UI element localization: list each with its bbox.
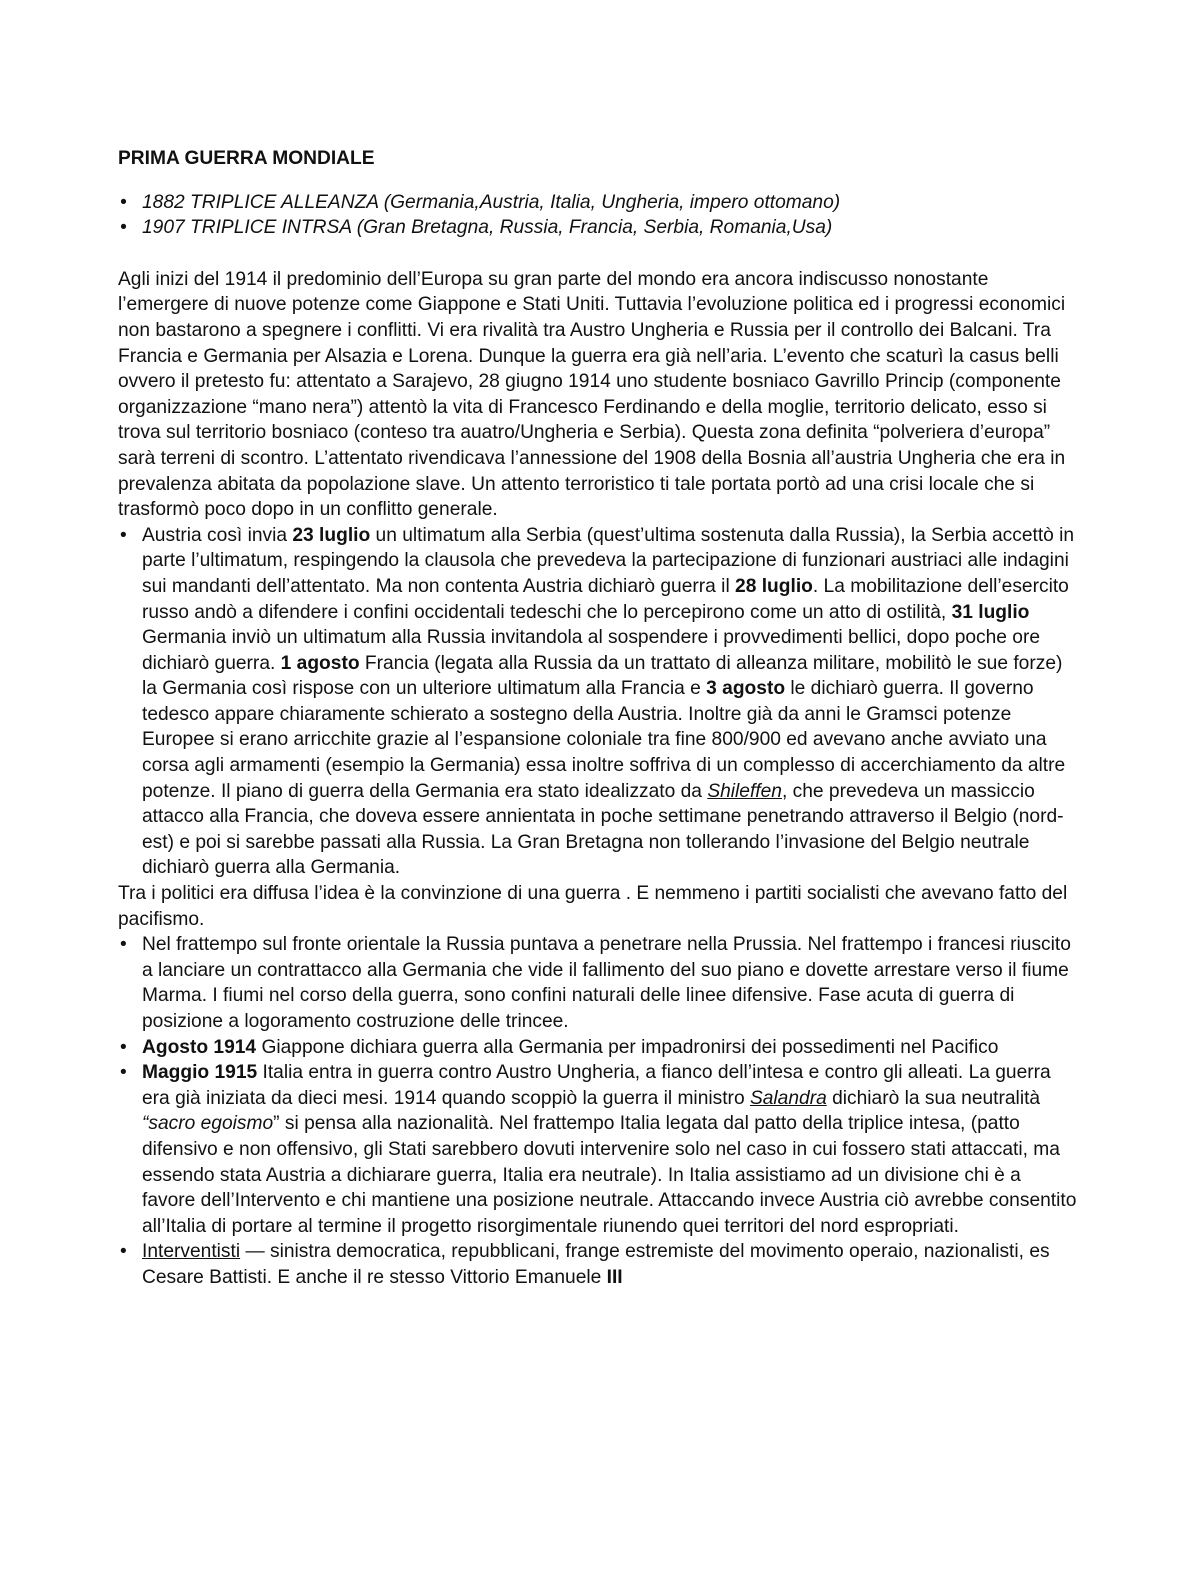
text-run: ” si pensa alla nazionalità. Nel frattempo Italia legata dal patto della triplice intesa, (patto difensivo e non offensivo, gli Stati sarebbero dovuti intervenire solo nel caso in cui fossero stati attaccati, ma essendo stata Austria a dichiarare guerra, Italia era neutrale). In Italia assistiamo ad un divisione chi è a favore dell’Intervento e chi mantiene una posizione neutrale. Attaccando invece Austria ciò avrebbe consentito all’Italia di portare al termine il progetto risorgimentale riunendo quei territori del nord espropriati.: [142, 1113, 1077, 1237]
date-bold: 3 agosto: [706, 678, 786, 700]
text-run: un ultimatum alla Serbia (quest’ultima sostenuta dalla Russia), la Serbia accettò in parte l’ultimatum, respingendo la clausola che prevedeva la partecipazione di funzionari austriaci alle indagini sui mandanti dell’attentato. Ma non contenta Austria dichiarò guerra il: [142, 524, 1075, 597]
events-list-2: [118, 932, 1078, 1290]
bullet-icon: •: [120, 934, 127, 956]
text-run: dichiarò la sua neutralità: [826, 1087, 1041, 1109]
name-salandra: Salandra: [749, 1087, 827, 1109]
bullet-icon: •: [120, 524, 127, 546]
alliance-1907: 1907 TRIPLICE INTRSA (Gran Bretagna, Russia, Francia, Serbia, Romania,Usa): [142, 217, 833, 239]
list-item-eastern-front: [118, 932, 1078, 1034]
list-item-italy: [118, 1060, 1078, 1239]
quote-italic: “sacro egoismo: [142, 1113, 274, 1135]
text-run: Italia entra in guerra contro Austro Ungheria, a fianco dell’intesa e contro gli alleati. La guerra era già iniziata da dieci mesi. 1914 quando scoppiò la guerra il ministro: [142, 1062, 1051, 1109]
text-run: . La mobilitazione dell’esercito russo andò a difendere i confini occidentali tedeschi che lo percepirono come un atto di ostilità,: [142, 575, 1069, 623]
text-run: Austria così invia: [142, 524, 293, 546]
date-bold: 28 luglio: [735, 575, 813, 597]
text-run: Nel frattempo sul fronte orientale la Russia puntava a penetrare nella Prussia. Nel frattempo i francesi riuscito a lanciare un contrattacco alla Germania che vide il fallimento del suo piano e dovette arrestare verso il fiume Marma. I fiumi nel corso della guerra, sono confini naturali delle linee difensive. Fase acuta di guerra di posizione a logoramento costruzione delle trincee.: [142, 934, 1071, 1032]
date-bold: 31 luglio: [951, 601, 1030, 623]
bullet-icon: •: [120, 1241, 127, 1263]
text-run: , che prevedeva un massiccio attacco alla Francia, che doveva essere annientata in poche settimane penetrando attraverso il Belgio (nord-est) e poi si sarebbe passati alla Russia. La Gran Bretagna non tollerando l’invasione del Belgio neutrale dichiarò guerra alla Germania.: [142, 780, 1064, 879]
text-run: le dichiarò guerra. Il governo tedesco appare chiaramente schierato a sostegno della Austria. Inoltre già da anni le Gramsci potenze Europee si erano arricchite grazie al l’espansione coloniale tra fine 800/900 ed avevano anche avviato una corsa agli armamenti (esempio la Germania) essa inoltre soffriva di un complesso di accerchiamento da altre potenze. Il piano di guerra della Germania era stato idealizzato da: [142, 678, 1066, 802]
name-shileffen: Shileffen: [707, 780, 782, 802]
events-list-1: [118, 523, 1078, 881]
bullet-icon: •: [120, 1062, 127, 1084]
bullet-icon: •: [120, 217, 127, 239]
date-bold: 1 agosto: [280, 652, 360, 674]
text-run: — sinistra democratica, repubblicani, frange estremiste del movimento operaio, nazionalisti, es Cesare Battisti. E anche il re stesso Vittorio Emanuele: [142, 1241, 1050, 1288]
bullet-icon: •: [120, 1036, 127, 1058]
date-bold: Agosto 1914: [142, 1036, 257, 1058]
bullet-icon: •: [120, 191, 127, 213]
document-page: [118, 146, 1078, 1291]
document-title: PRIMA GUERRA MONDIALE: [118, 148, 375, 169]
intro-paragraph: Agli inizi del 1914 il predominio dell’Europa su gran parte del mondo era ancora indiscusso nonostante l’emergere di nuove potenze come Giappone e Stati Uniti. Tuttavia l’evoluzione politica ed i progressi economici non bastarono a spegnere i conflitti. Vi era rivalità tra Austro Ungheria e Russia per il controllo dei Balcani. Tra Francia e Germania per Alsazia e Lorena. Dunque la guerra era già nell’aria. L’evento che scaturì la casus belli ovvero il pretesto fu: attentato a Sarajevo, 28 giugno 1914 uno studente bosniaco Gavrillo Princip (componente organizzazione “mano nera”) attentò la vita di Francesco Ferdinando e della moglie, territorio delicato, esso si trova sul territorio bosniaco (conteso tra auatro/Ungheria e Serbia). Questa zona definita “polveriera d’europa” sarà terreni di scontro. L’attentato rivendicava l’annessione del 1908 della Bosnia all’austria Ungheria che era in prevalenza abitata da popolazione slave. Un attento terroristico ti tale portata portò ad una crisi locale che si trasformò poco dopo in un conflitto generale.: [118, 268, 1066, 521]
list-item-japan: [118, 1035, 1078, 1061]
bold-text: III: [606, 1266, 623, 1288]
alliances-list: [118, 190, 1078, 241]
text-run: Germania inviò un ultimatum alla Russia invitandola al sospendere i provvedimenti bellici, dopo poche ore dichiarò guerra.: [142, 627, 1041, 674]
date-bold: Maggio 1915: [142, 1062, 258, 1084]
list-item-july-crisis: [118, 523, 1078, 881]
alliance-1882: 1882 TRIPLICE ALLEANZA (Germania,Austria, Italia, Ungheria, impero ottomano): [142, 191, 841, 213]
list-item: [118, 190, 1078, 216]
list-item-interventisti: [118, 1239, 1078, 1290]
text-run: Giappone dichiara guerra alla Germania per impadronirsi dei possedimenti nel Pacifico: [256, 1036, 999, 1058]
middle-paragraph: Tra i politici era diffusa l’idea è la convinzione di una guerra . E nemmeno i partiti socialisti che avevano fatto del pacifismo.: [118, 883, 1068, 930]
text-run: Francia (legata alla Russia da un trattato di alleanza militare, mobilitò le sue forze) la Germania così rispose con un ulteriore ultimatum alla Francia e: [142, 652, 1063, 700]
list-item: [118, 215, 1078, 241]
label-interventisti: Interventisti: [142, 1241, 241, 1263]
date-bold: 23 luglio: [292, 524, 371, 546]
